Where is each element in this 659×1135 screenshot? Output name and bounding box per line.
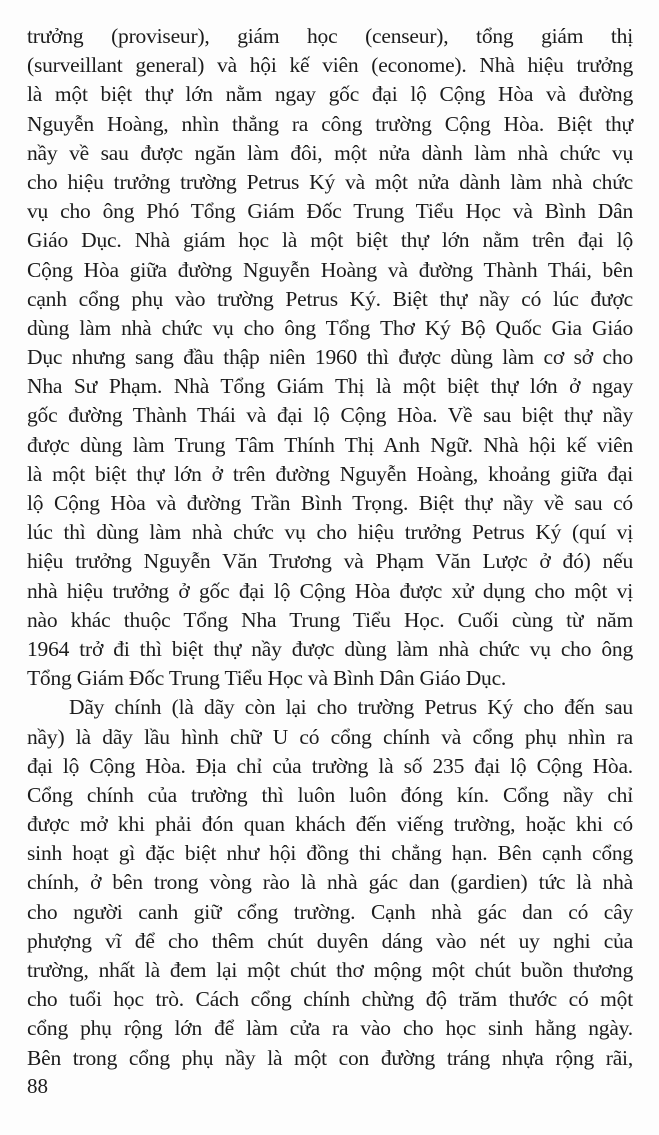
text-line: cho hiệu trưởng trường Petrus Ký và một nửa dành làm nhà chức bbox=[27, 169, 633, 194]
text-line: phượng vĩ để cho thêm chút duyên dáng vào nét uy nghi của bbox=[27, 928, 633, 953]
text-line: là một biệt thự lớn nằm ngay gốc đại lộ Cộng Hòa và đường bbox=[27, 82, 633, 107]
text-line: 1964 trở đi thì biệt thự nầy được dùng làm nhà chức vụ cho ông bbox=[27, 636, 633, 661]
text-line: lúc thì dùng làm nhà chức vụ cho hiệu trưởng Petrus Ký (quí vị bbox=[27, 520, 633, 545]
text-line: gốc đường Thành Thái và đại lộ Cộng Hòa. Về sau biệt thự nầy bbox=[27, 403, 633, 428]
text-line: đại lộ Cộng Hòa. Địa chỉ của trường là số 235 đại lộ Cộng Hòa. bbox=[27, 753, 633, 778]
text-line: cổng phụ rộng lớn để làm cửa ra vào cho học sinh hằng ngày. bbox=[27, 1016, 633, 1041]
text-line: nầy) là dãy lầu hình chữ U có cổng chính và cổng phụ nhìn ra bbox=[27, 724, 633, 749]
text-line: Cộng Hòa giữa đường Nguyễn Hoàng và đường Thành Thái, bên bbox=[27, 257, 633, 282]
text-line: được dùng làm Trung Tâm Thính Thị Anh Ngữ. Nhà hội kế viên bbox=[27, 432, 633, 457]
text-line: cạnh cổng phụ vào trường Petrus Ký. Biệt thự nầy có lúc được bbox=[27, 286, 633, 311]
text-line: nầy về sau được ngăn làm đôi, một nửa dành làm nhà chức vụ bbox=[27, 140, 633, 165]
text-line: là một biệt thự lớn ở trên đường Nguyễn Hoàng, khoảng giữa đại bbox=[27, 461, 633, 486]
text-line: nào khác thuộc Tổng Nha Trung Tiểu Học. Cuối cùng từ năm bbox=[27, 607, 633, 632]
text-line: vụ cho ông Phó Tổng Giám Đốc Trung Tiểu Học và Bình Dân bbox=[27, 199, 633, 224]
text-line: Nguyễn Hoàng, nhìn thẳng ra công trường Cộng Hòa. Biệt thự bbox=[27, 111, 633, 136]
text-line: Cổng chính của trường thì luôn luôn đóng kín. Cổng nầy chỉ bbox=[27, 782, 633, 807]
text-line: Dục nhưng sang đầu thập niên 1960 thì được dùng làm cơ sở cho bbox=[27, 345, 633, 370]
body-text bbox=[27, 22, 633, 1073]
text-line: nhà hiệu trưởng ở gốc đại lộ Cộng Hòa được xử dụng cho một vị bbox=[27, 578, 633, 603]
text-line: Giáo Dục. Nhà giám học là một biệt thự lớn nằm trên đại lộ bbox=[27, 228, 633, 253]
text-line: cho người canh giữ cổng trường. Cạnh nhà gác dan có cây bbox=[27, 899, 633, 924]
text-line: dùng làm nhà chức vụ cho ông Tổng Thơ Ký Bộ Quốc Gia Giáo bbox=[27, 315, 633, 340]
text-line: sinh hoạt gì đặc biệt như hội đồng thi chẳng hạn. Bên cạnh cổng bbox=[27, 841, 633, 866]
text-line: Tổng Giám Đốc Trung Tiểu Học và Bình Dân Giáo Dục. bbox=[27, 666, 507, 691]
text-line: Dãy chính (là dãy còn lại cho trường Petrus Ký cho đến sau bbox=[69, 695, 633, 720]
text-line: Bên trong cổng phụ nầy là một con đường tráng nhựa rộng rãi, bbox=[27, 1045, 633, 1070]
text-line: cho tuổi học trò. Cách cổng chính chừng độ trăm thước có một bbox=[27, 987, 633, 1012]
text-line: trưởng (proviseur), giám học (censeur), tổng giám thị bbox=[27, 24, 633, 48]
text-line: Nha Sư Phạm. Nhà Tổng Giám Thị là một biệt thự lớn ở ngay bbox=[27, 374, 633, 399]
page-number: 88 bbox=[27, 1074, 48, 1098]
text-line: lộ Cộng Hòa và đường Trần Bình Trọng. Biệt thự nầy về sau có bbox=[27, 491, 633, 515]
text-line: (surveillant general) và hội kế viên (econome). Nhà hiệu trưởng bbox=[27, 53, 633, 78]
text-line: được mở khi phải đón quan khách đến viếng trường, hoặc khi có bbox=[27, 812, 633, 837]
text-line: hiệu trưởng Nguyễn Văn Trương và Phạm Văn Lược ở đó) nếu bbox=[27, 549, 633, 574]
text-line: chính, ở bên trong vòng rào là nhà gác dan (gardien) tức là nhà bbox=[27, 870, 633, 895]
text-line: trường, nhất là đem lại một chút thơ mộng một chút buồn thương bbox=[27, 958, 633, 982]
